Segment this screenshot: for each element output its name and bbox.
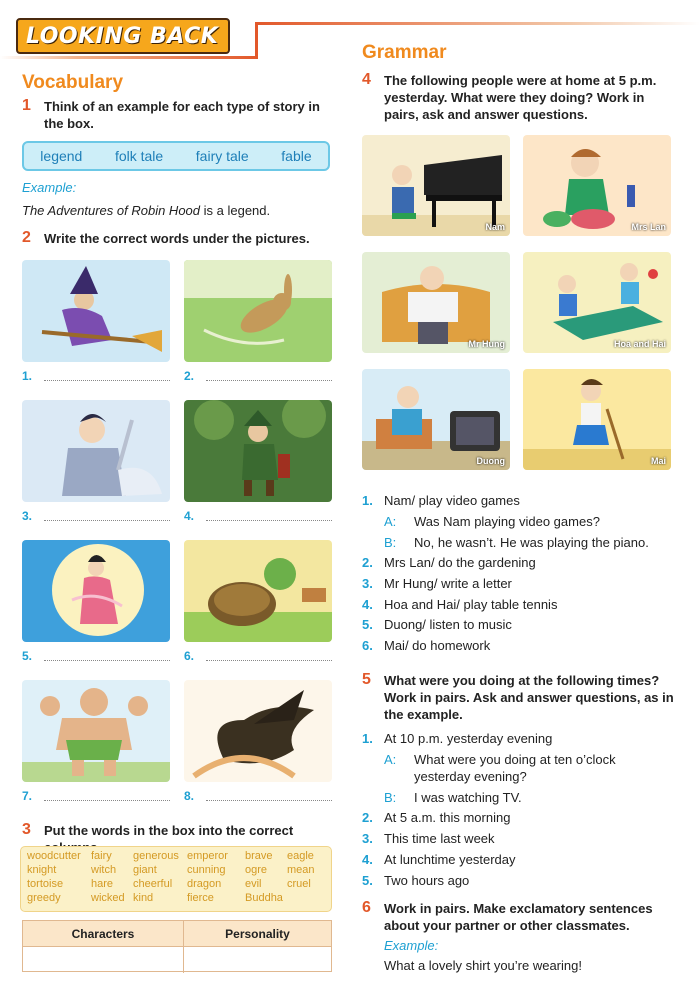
story-type-box bbox=[22, 141, 330, 171]
picture-number: 1. bbox=[22, 369, 33, 383]
word: generous bbox=[133, 850, 179, 862]
word: ogre bbox=[245, 864, 268, 876]
instruction-text: What were you doing at the following times? Work in pairs. Ask and answer questions, as in the example. bbox=[384, 673, 674, 722]
word: woodcutter bbox=[27, 850, 81, 862]
answer-line[interactable] bbox=[206, 800, 332, 801]
word: emperor bbox=[187, 850, 228, 862]
instruction-text: Put the words in the box into the correct bbox=[44, 823, 294, 838]
word-fairy-tale: fairy tale bbox=[195, 148, 249, 164]
picture-number: 4. bbox=[184, 509, 195, 523]
item-text: Mrs Lan/ do the gardening bbox=[384, 555, 536, 570]
word: tortoise bbox=[27, 878, 64, 890]
answer-line[interactable] bbox=[44, 380, 170, 381]
instruction-text: Write the correct words under the pictures. bbox=[44, 231, 310, 246]
speaker-label: A: bbox=[384, 752, 397, 767]
word: fairy bbox=[91, 850, 112, 862]
dialogue-text: Was Nam playing video games? bbox=[414, 514, 600, 529]
answer-line[interactable] bbox=[44, 800, 170, 801]
exercise-1-instruction bbox=[22, 98, 340, 132]
column-header-personality: Personality bbox=[184, 921, 331, 947]
example-rest: is a legend. bbox=[200, 203, 271, 218]
vocabulary-heading: Vocabulary bbox=[22, 72, 124, 93]
word: wicked bbox=[91, 892, 125, 904]
answer-line[interactable] bbox=[44, 520, 170, 521]
picture-caption: Mai bbox=[650, 456, 666, 466]
answer-line[interactable] bbox=[206, 520, 332, 521]
picture-hoa-and-hai bbox=[523, 252, 671, 353]
example-sentence: What a lovely shirt you’re wearing! bbox=[384, 958, 582, 973]
word: cheerful bbox=[133, 878, 173, 890]
example-label: Example: bbox=[384, 938, 439, 953]
picture-number: 5. bbox=[22, 649, 33, 663]
item-text: At 5 a.m. this morning bbox=[384, 810, 511, 825]
header-rule bbox=[255, 22, 700, 25]
answer-line[interactable] bbox=[44, 660, 170, 661]
dialogue-text: yesterday evening? bbox=[414, 769, 527, 784]
exercise-6-instruction bbox=[362, 900, 680, 934]
exercise-2-instruction bbox=[22, 230, 340, 247]
word-legend: legend bbox=[40, 148, 83, 164]
item-text: Hoa and Hai/ play table tennis bbox=[384, 597, 558, 612]
picture-number: 8. bbox=[184, 789, 195, 803]
picture-caption: Duong bbox=[476, 456, 505, 466]
item-number: 3. bbox=[362, 576, 373, 591]
picture-tortoise bbox=[184, 540, 332, 642]
exercise-number: 6 bbox=[362, 899, 371, 916]
dialogue-text: I was watching TV. bbox=[414, 790, 522, 805]
picture-number: 3. bbox=[22, 509, 33, 523]
header bbox=[0, 0, 700, 58]
example-label: Example: bbox=[22, 180, 77, 195]
column-divider bbox=[183, 921, 184, 973]
item-number: 4. bbox=[362, 597, 373, 612]
word: knight bbox=[27, 864, 57, 876]
instruction-text: Think of an example for each type of story in the box. bbox=[44, 99, 320, 131]
speaker-label: B: bbox=[384, 535, 397, 550]
header-rule-left bbox=[0, 56, 258, 59]
picture-caption: Mr Hung bbox=[468, 339, 505, 349]
picture-mai bbox=[523, 369, 671, 470]
exercise-5-instruction bbox=[362, 672, 680, 723]
word: cruel bbox=[287, 878, 311, 890]
answer-line[interactable] bbox=[206, 660, 332, 661]
picture-dragon bbox=[184, 680, 332, 782]
exercise-number: 2 bbox=[22, 229, 31, 246]
exercise-number: 1 bbox=[22, 97, 31, 114]
item-text: Nam/ play video games bbox=[384, 493, 520, 508]
word: eagle bbox=[287, 850, 314, 862]
dialogue-text: What were you doing at ten o’clock bbox=[414, 752, 616, 767]
word: witch bbox=[91, 864, 117, 876]
exercise-number: 4 bbox=[362, 71, 371, 88]
word: hare bbox=[91, 878, 114, 890]
section-title-badge: LOOKING BACK bbox=[16, 18, 230, 54]
speaker-label: B: bbox=[384, 790, 397, 805]
instruction-text: Work in pairs. Make exclamatory sentences about your partner or other classmates. bbox=[384, 901, 653, 933]
item-number: 1. bbox=[362, 493, 373, 508]
word-fable: fable bbox=[281, 148, 312, 164]
exercise-number: 3 bbox=[22, 821, 31, 838]
word: evil bbox=[245, 878, 262, 890]
word: dragon bbox=[187, 878, 222, 890]
word: fierce bbox=[187, 892, 214, 904]
picture-number: 7. bbox=[22, 789, 33, 803]
column-header-characters: Characters bbox=[23, 921, 183, 947]
picture-woodcutter bbox=[184, 400, 332, 502]
header-rule-vertical bbox=[255, 22, 258, 58]
picture-caption: Hoa and Hai bbox=[613, 339, 666, 349]
picture-mr-hung bbox=[362, 252, 510, 353]
answer-line[interactable] bbox=[206, 380, 332, 381]
picture-knight bbox=[22, 400, 170, 502]
picture-hare bbox=[184, 260, 332, 362]
instruction-text: The following people were at home at 5 p.m. yesterday. What were they doing? Work in pairs, ask and answer questions. bbox=[384, 73, 657, 122]
item-number: 2. bbox=[362, 555, 373, 570]
speaker-label: A: bbox=[384, 514, 397, 529]
item-text: Mai/ do homework bbox=[384, 638, 491, 653]
word-folk-tale: folk tale bbox=[114, 148, 164, 164]
item-number: 5. bbox=[362, 617, 373, 632]
picture-fairy bbox=[22, 540, 170, 642]
word: greedy bbox=[27, 892, 61, 904]
item-number: 4. bbox=[362, 852, 373, 867]
exercise-number: 5 bbox=[362, 671, 371, 688]
item-text: Mr Hung/ write a letter bbox=[384, 576, 512, 591]
word: brave bbox=[245, 850, 273, 862]
picture-number: 2. bbox=[184, 369, 195, 383]
item-text: Duong/ listen to music bbox=[384, 617, 512, 632]
word: Buddha bbox=[245, 892, 283, 904]
item-text: At lunchtime yesterday bbox=[384, 852, 516, 867]
example-title: The Adventures of Robin Hood bbox=[22, 203, 201, 218]
item-text: Two hours ago bbox=[384, 873, 470, 888]
picture-ogre bbox=[22, 680, 170, 782]
picture-duong bbox=[362, 369, 510, 470]
columns-table bbox=[22, 920, 332, 972]
item-number: 6. bbox=[362, 638, 373, 653]
item-number: 3. bbox=[362, 831, 373, 846]
item-text: This time last week bbox=[384, 831, 495, 846]
picture-witch bbox=[22, 260, 170, 362]
item-number: 5. bbox=[362, 873, 373, 888]
picture-mrs-lan bbox=[523, 135, 671, 236]
item-text: At 10 p.m. yesterday evening bbox=[384, 731, 553, 746]
picture-number: 6. bbox=[184, 649, 195, 663]
grammar-heading: Grammar bbox=[362, 42, 447, 63]
exercise-4-instruction bbox=[362, 72, 680, 123]
picture-nam bbox=[362, 135, 510, 236]
picture-caption: Mrs Lan bbox=[631, 222, 666, 232]
word: cunning bbox=[187, 864, 226, 876]
item-number: 2. bbox=[362, 810, 373, 825]
word: giant bbox=[133, 864, 157, 876]
word: mean bbox=[287, 864, 315, 876]
picture-caption: Nam bbox=[485, 222, 505, 232]
example-sentence bbox=[22, 203, 270, 218]
word-box bbox=[20, 846, 332, 912]
dialogue-text: No, he wasn’t. He was playing the piano. bbox=[414, 535, 649, 550]
word: kind bbox=[133, 892, 154, 904]
item-number: 1. bbox=[362, 731, 373, 746]
